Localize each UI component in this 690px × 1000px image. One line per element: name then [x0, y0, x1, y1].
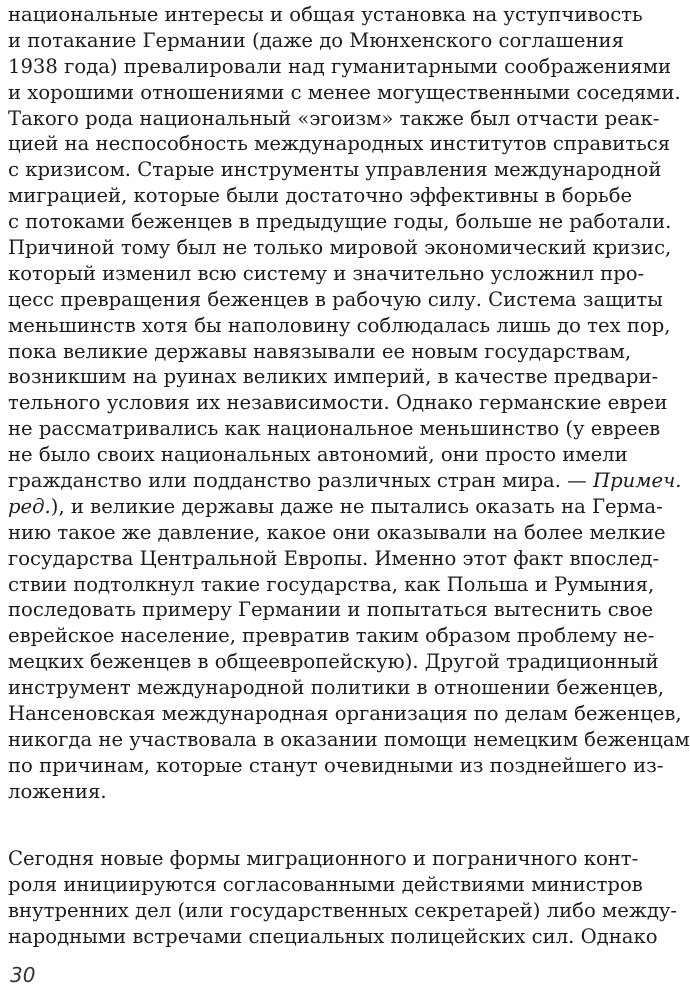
text-line: мецких беженцев в общеевропейскую). Другой традиционный: [8, 650, 659, 674]
text-line: цией на неспособность международных институтов справиться: [8, 132, 671, 156]
text-line: который изменил всю систему и значительно усложнил про-: [8, 261, 645, 285]
text-line: Такого рода национальный «эгоизм» также был отчасти реак-: [8, 106, 660, 130]
text-line: народными встречами специальных полицейских сил. Однако: [8, 924, 658, 948]
text-line-with-italic: [8, 494, 663, 520]
text-line: и потакание Германии (даже до Мюнхенского соглашения: [8, 28, 624, 52]
paragraph-2: [8, 846, 678, 950]
text-line: никогда не участвовала в оказании помощи немецким беженцам: [8, 727, 690, 751]
text-line: миграцией, которые были достаточно эффективны в борьбе: [8, 184, 633, 208]
text-line: 1938 года) превалировали над гуманитарными соображениями: [8, 54, 672, 78]
text-line: ложения.: [8, 779, 107, 803]
text-line: с потоками беженцев в предыдущие годы, больше не работали.: [8, 210, 672, 234]
text-line: с кризисом. Старые инструменты управления международной: [8, 158, 662, 182]
text-line: пока великие державы навязывали ее новым государствам,: [8, 339, 632, 363]
text-line: еврейское население, превратив таким образом проблему не-: [8, 624, 655, 648]
text-line-with-italic: [8, 468, 682, 494]
text-line: тельного условия их независимости. Однако германские евреи: [8, 391, 668, 415]
text-line: меньшинств хотя бы наполовину соблюдалась лишь до тех пор,: [8, 313, 671, 337]
text-fragment: ), и великие державы даже не пытались оказать на Герма-: [50, 494, 663, 518]
text-fragment: гражданство или подданство различных стран мира. —: [8, 469, 587, 493]
text-line: национальные интересы и общая установка на уступчивость: [8, 3, 643, 26]
text-line: внутренних дел (или государственных секретарей) либо между-: [8, 898, 678, 922]
text-line: Причиной тому был не только мировой экономический кризис,: [8, 236, 672, 260]
text-line: Нансеновская международная организация по делам беженцев,: [8, 702, 682, 726]
text-line: роля инициируются согласованными действиями министров: [8, 872, 643, 896]
paragraph-1: [8, 2, 690, 805]
italic-note: ред.: [8, 494, 51, 518]
text-line: возникшим на руинах великих империй, в качестве предвари-: [8, 365, 659, 389]
book-page: [8, 0, 690, 1000]
text-line: государства Центральной Европы. Именно этот факт впослед-: [8, 546, 660, 570]
text-line: не рассматривались как национальное меньшинство (у евреев: [8, 417, 661, 441]
text-line: не было своих национальных автономий, они просто имели: [8, 443, 628, 467]
text-line: инструмент международной политики в отношении беженцев,: [8, 676, 664, 700]
text-line: Сегодня новые формы миграционного и пограничного конт-: [8, 847, 639, 870]
italic-note: Примеч.: [593, 469, 682, 493]
text-line: последовать примеру Германии и попытаться вытеснить свое: [8, 598, 654, 622]
text-line: и хорошими отношениями с менее могущественными соседями.: [8, 80, 681, 104]
text-line: нию такое же давление, какое они оказывали на более мелкие: [8, 520, 666, 544]
text-line: по причинам, которые станут очевидными из позднейшего из-: [8, 753, 664, 777]
text-line: ствии подтолкнул такие государства, как Польша и Румыния,: [8, 572, 655, 596]
page-number: 30: [10, 963, 36, 987]
text-line: цесс превращения беженцев в рабочую силу. Система защиты: [8, 287, 663, 311]
